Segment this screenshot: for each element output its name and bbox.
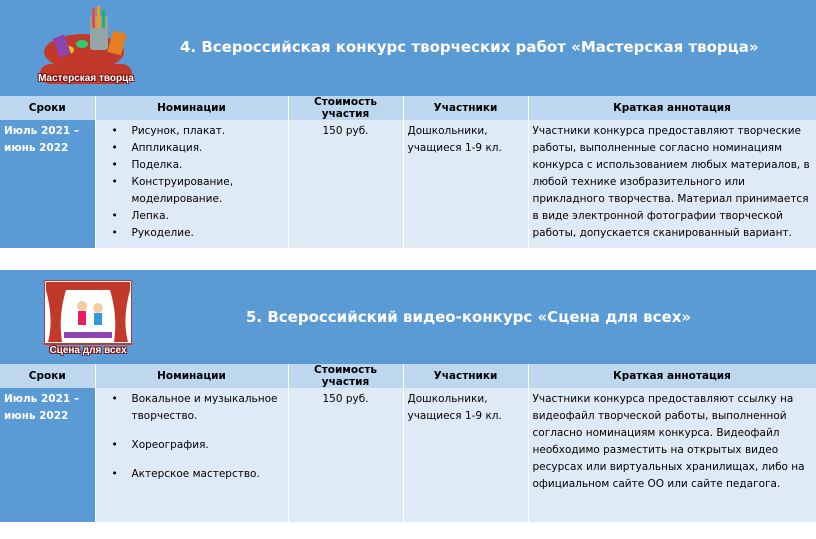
header-participants: Участники <box>403 364 528 388</box>
logo-caption: Сцена для всех <box>49 345 127 356</box>
list-item: • Поделка. <box>132 157 284 174</box>
list-item: • Аппликация. <box>132 140 284 157</box>
participants-cell: Дошкольники, учащиеся 1-9 кл. <box>403 388 528 522</box>
header-period: Сроки <box>0 364 95 388</box>
annotation-cell: Участники конкурса предоставляют творческие работы, выполненные согласно номинациям конкурса с использованием любых материалов, в любой технике изобразительного или прикладного творчества. Материал принимается в виде электронной фотографии творческой работы, допускается сканированный вариант. <box>528 120 816 248</box>
header-period: Сроки <box>0 96 95 120</box>
table-header-row <box>0 364 816 388</box>
stage-logo <box>44 280 132 356</box>
table-header-row <box>0 96 816 120</box>
list-item: • Вокальное и музыкальное творчество. <box>132 391 284 425</box>
list-item: • Рукоделие. <box>132 225 284 242</box>
header-annotation: Краткая аннотация <box>528 364 816 388</box>
list-item: • Рисунок, плакат. <box>132 123 284 140</box>
header-nominations: Номинации <box>95 364 288 388</box>
nominations-cell <box>95 120 288 248</box>
list-item: • Конструирование, моделирование. <box>132 174 284 208</box>
nominations-list <box>100 123 284 242</box>
table-row <box>0 120 816 248</box>
table-row <box>0 388 816 522</box>
period-cell: Июль 2021 – июнь 2022 <box>0 388 95 522</box>
header-nominations: Номинации <box>95 96 288 120</box>
header-annotation: Краткая аннотация <box>528 96 816 120</box>
period-cell: Июль 2021 – июнь 2022 <box>0 120 95 248</box>
contest-table <box>0 96 816 248</box>
contest-title: 5. Всероссийский видео-конкурс «Сцена для всех» <box>246 308 692 326</box>
palette-logo <box>38 6 134 86</box>
list-item: • Хореография. <box>132 437 284 454</box>
price-cell: 150 руб. <box>288 388 403 522</box>
list-item: • Актерское мастерство. <box>132 466 284 483</box>
nominations-cell <box>95 388 288 522</box>
header-price: Стоимость участия <box>288 364 403 388</box>
price-cell: 150 руб. <box>288 120 403 248</box>
contest-title: 4. Всероссийская конкурс творческих работ «Мастерская творца» <box>180 38 759 56</box>
list-item: • Лепка. <box>132 208 284 225</box>
nominations-list <box>100 391 284 483</box>
header-participants: Участники <box>403 96 528 120</box>
logo-caption: Мастерская творца <box>38 73 134 84</box>
annotation-cell: Участники конкурса предоставляют ссылку на видеофайл творческой работы, выполненной согласно номинациям конкурса. Видеофайл необходимо разместить на открытых видео ресурсах или виртуальных хранилищах, либо на официальном сайте ОО или сайте педагога. <box>528 388 816 522</box>
participants-cell: Дошкольники, учащиеся 1-9 кл. <box>403 120 528 248</box>
contest-table <box>0 364 816 522</box>
header-price: Стоимость участия <box>288 96 403 120</box>
